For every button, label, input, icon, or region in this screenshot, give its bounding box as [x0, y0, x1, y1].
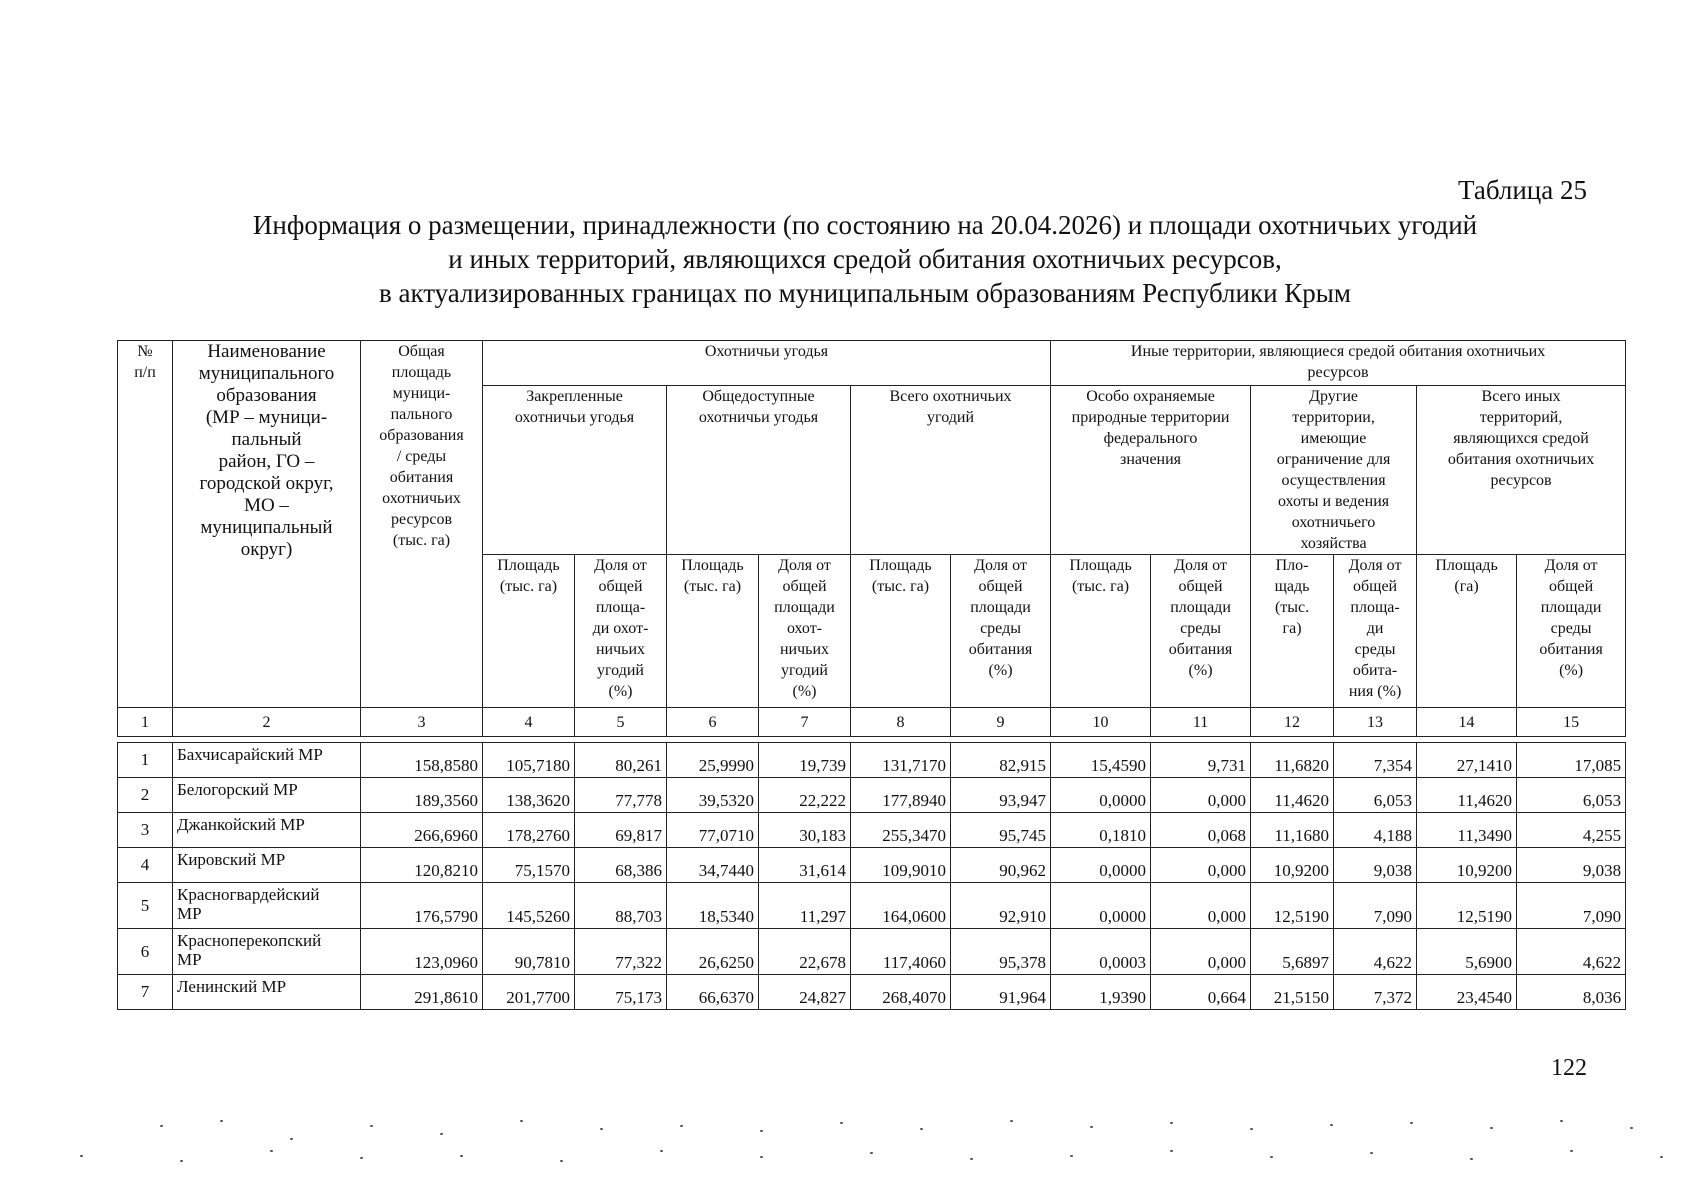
value-cell: 145,5260	[483, 883, 575, 929]
header-col-8: Площадь (тыс. га)	[851, 555, 951, 708]
column-number-cell: 3	[361, 708, 483, 737]
table-row	[118, 848, 1626, 883]
value-cell: 109,9010	[851, 848, 951, 883]
document-title	[0, 208, 1697, 310]
scan-speck	[1070, 1155, 1073, 1157]
scan-speck	[270, 1150, 273, 1152]
value-cell: 23,4540	[1417, 975, 1517, 1010]
header-col-9: Доля от общей площади среды обитания (%)	[951, 555, 1051, 708]
scan-speck	[80, 1155, 83, 1157]
value-cell: 68,386	[575, 848, 667, 883]
value-cell: 11,1680	[1251, 813, 1334, 848]
value-cell: 255,3470	[851, 813, 951, 848]
table-row	[118, 778, 1626, 813]
scan-speck	[1170, 1122, 1173, 1124]
value-cell: 82,915	[951, 743, 1051, 778]
value-cell: 22,222	[759, 778, 851, 813]
scan-speck	[1330, 1124, 1333, 1126]
table-row	[118, 883, 1626, 929]
value-cell: 11,4620	[1251, 778, 1334, 813]
scan-speck	[920, 1128, 923, 1130]
scan-speck	[1370, 1152, 1373, 1154]
municipality-name: Красноперекопский МР	[173, 929, 361, 975]
value-cell: 176,5790	[361, 883, 483, 929]
column-number-row	[118, 708, 1626, 737]
value-cell: 11,6820	[1251, 743, 1334, 778]
value-cell: 0,0000	[1051, 883, 1151, 929]
scan-speck	[1090, 1126, 1093, 1128]
value-cell: 164,0600	[851, 883, 951, 929]
column-number-cell: 8	[851, 708, 951, 737]
value-cell: 92,910	[951, 883, 1051, 929]
scan-speck	[1470, 1158, 1473, 1160]
value-cell: 93,947	[951, 778, 1051, 813]
scan-speck	[600, 1128, 603, 1130]
value-cell: 19,739	[759, 743, 851, 778]
value-cell: 75,1570	[483, 848, 575, 883]
row-number: 1	[118, 743, 173, 778]
value-cell: 75,173	[575, 975, 667, 1010]
value-cell: 5,6900	[1417, 929, 1517, 975]
value-cell: 95,745	[951, 813, 1051, 848]
value-cell: 11,4620	[1417, 778, 1517, 813]
value-cell: 0,000	[1151, 778, 1251, 813]
value-cell: 0,0000	[1051, 848, 1151, 883]
column-number-cell: 4	[483, 708, 575, 737]
value-cell: 22,678	[759, 929, 851, 975]
header-public: Общедоступные охотничьи угодья	[667, 386, 851, 555]
header-all-other: Всего иных территорий, являющихся средой обитания охотничьих ресурсов	[1417, 386, 1626, 555]
value-cell: 158,8580	[361, 743, 483, 778]
value-cell: 27,1410	[1417, 743, 1517, 778]
value-cell: 21,5150	[1251, 975, 1334, 1010]
value-cell: 0,0003	[1051, 929, 1151, 975]
header-col-14: Площадь (га)	[1417, 555, 1517, 708]
column-number-cell: 9	[951, 708, 1051, 737]
value-cell: 25,9990	[667, 743, 759, 778]
value-cell: 268,4070	[851, 975, 951, 1010]
scan-speck	[160, 1125, 163, 1127]
row-number: 4	[118, 848, 173, 883]
table-row	[118, 929, 1626, 975]
municipality-name: Красногвардейский МР	[173, 883, 361, 929]
scan-speck	[1010, 1120, 1013, 1122]
header-col-15: Доля от общей площади среды обитания (%)	[1517, 555, 1626, 708]
table-row	[118, 813, 1626, 848]
title-line: Информация о размещении, принадлежности (по состоянию на 20.04.2026) и площади охотничьих угодий	[252, 210, 1478, 240]
table-row	[118, 743, 1626, 778]
scan-speck	[370, 1125, 373, 1127]
scan-speck	[290, 1138, 293, 1140]
value-cell: 9,731	[1151, 743, 1251, 778]
value-cell: 8,036	[1517, 975, 1626, 1010]
title-line: в актуализированных границах по муниципальным образованиям Республики Крым	[378, 278, 1352, 308]
value-cell: 15,4590	[1051, 743, 1151, 778]
value-cell: 0,000	[1151, 929, 1251, 975]
scan-speck	[1410, 1122, 1413, 1124]
value-cell: 30,183	[759, 813, 851, 848]
municipality-name: Джанкойский МР	[173, 813, 361, 848]
column-number-cell: 2	[173, 708, 361, 737]
municipality-name: Бахчисарайский МР	[173, 743, 361, 778]
value-cell: 34,7440	[667, 848, 759, 883]
value-cell: 11,297	[759, 883, 851, 929]
value-cell: 7,090	[1517, 883, 1626, 929]
scan-speck	[220, 1120, 223, 1122]
value-cell: 31,614	[759, 848, 851, 883]
header-col-10: Площадь (тыс. га)	[1051, 555, 1151, 708]
scan-speck	[1250, 1128, 1253, 1130]
header-total-area: Общая площадь муници- пального образования / среды обитания охотничьих ресурсов (тыс. га)	[361, 341, 483, 708]
value-cell: 138,3620	[483, 778, 575, 813]
column-number-cell: 13	[1334, 708, 1417, 737]
scan-speck	[1570, 1150, 1573, 1152]
header-col-13: Доля от общей площа- ди среды обита- ния (%)	[1334, 555, 1417, 708]
municipality-name: Ленинский МР	[173, 975, 361, 1010]
value-cell: 39,5320	[667, 778, 759, 813]
row-number: 5	[118, 883, 173, 929]
value-cell: 189,3560	[361, 778, 483, 813]
value-cell: 5,6897	[1251, 929, 1334, 975]
value-cell: 9,038	[1517, 848, 1626, 883]
row-number: 3	[118, 813, 173, 848]
header-assigned: Закрепленные охотничьи угодья	[483, 386, 667, 555]
value-cell: 123,0960	[361, 929, 483, 975]
scan-speck	[520, 1120, 523, 1122]
scan-speck	[1490, 1127, 1493, 1129]
scan-speck	[180, 1160, 183, 1162]
header-other-territories: Иные территории, являющиеся средой обитания охотничьих ресурсов	[1051, 341, 1626, 386]
header-col-11: Доля от общей площади среды обитания (%)	[1151, 555, 1251, 708]
value-cell: 0,000	[1151, 883, 1251, 929]
value-cell: 24,827	[759, 975, 851, 1010]
value-cell: 4,255	[1517, 813, 1626, 848]
value-cell: 4,622	[1517, 929, 1626, 975]
value-cell: 7,372	[1334, 975, 1417, 1010]
page-number: 122	[1551, 1055, 1587, 1081]
column-number-cell: 6	[667, 708, 759, 737]
value-cell: 77,322	[575, 929, 667, 975]
value-cell: 291,8610	[361, 975, 483, 1010]
value-cell: 7,354	[1334, 743, 1417, 778]
value-cell: 80,261	[575, 743, 667, 778]
column-number-cell: 11	[1151, 708, 1251, 737]
scan-speck	[760, 1156, 763, 1158]
value-cell: 77,0710	[667, 813, 759, 848]
value-cell: 117,4060	[851, 929, 951, 975]
municipality-name: Белогорский МР	[173, 778, 361, 813]
column-number-cell: 15	[1517, 708, 1626, 737]
value-cell: 266,6960	[361, 813, 483, 848]
column-number-cell: 1	[118, 708, 173, 737]
scan-speck	[680, 1125, 683, 1127]
value-cell: 12,5190	[1251, 883, 1334, 929]
value-cell: 177,8940	[851, 778, 951, 813]
value-cell: 90,962	[951, 848, 1051, 883]
scan-speck	[970, 1158, 973, 1160]
header-restricted: Другие территории, имеющие ограничение для осуществления охоты и ведения охотничьего хозяйства	[1251, 386, 1417, 555]
header-col-4: Площадь (тыс. га)	[483, 555, 575, 708]
row-number: 7	[118, 975, 173, 1010]
scan-speck	[560, 1160, 563, 1162]
row-number: 2	[118, 778, 173, 813]
column-number-cell: 10	[1051, 708, 1151, 737]
scan-speck	[870, 1152, 873, 1154]
value-cell: 7,090	[1334, 883, 1417, 929]
value-cell: 0,664	[1151, 975, 1251, 1010]
value-cell: 131,7170	[851, 743, 951, 778]
value-cell: 77,778	[575, 778, 667, 813]
row-number: 6	[118, 929, 173, 975]
value-cell: 0,068	[1151, 813, 1251, 848]
title-line: и иных территорий, являющихся средой обитания охотничьих ресурсов,	[448, 244, 1282, 274]
scan-speck	[1630, 1127, 1633, 1129]
value-cell: 90,7810	[483, 929, 575, 975]
value-cell: 0,0000	[1051, 778, 1151, 813]
header-hunting-grounds: Охотничьи угодья	[483, 341, 1051, 386]
value-cell: 18,5340	[667, 883, 759, 929]
column-number-cell: 5	[575, 708, 667, 737]
table-body	[118, 743, 1626, 1010]
value-cell: 6,053	[1334, 778, 1417, 813]
value-cell: 95,378	[951, 929, 1051, 975]
scan-speck	[440, 1133, 443, 1135]
column-number-cell: 14	[1417, 708, 1517, 737]
value-cell: 88,703	[575, 883, 667, 929]
header-name: Наименование муниципального образования (МР – муници- пальный район, ГО – городской округ, МО – муниципальный округ)	[173, 341, 361, 708]
header-col-12: Пло- щадь (тыс. га)	[1251, 555, 1334, 708]
scan-speck	[1660, 1156, 1663, 1158]
value-cell: 10,9200	[1251, 848, 1334, 883]
municipality-name: Кировский МР	[173, 848, 361, 883]
scan-speck	[1560, 1120, 1563, 1122]
scan-speck	[1270, 1156, 1273, 1158]
value-cell: 69,817	[575, 813, 667, 848]
value-cell: 105,7180	[483, 743, 575, 778]
value-cell: 66,6370	[667, 975, 759, 1010]
scan-speck	[460, 1155, 463, 1157]
header-all-hunting: Всего охотничьих угодий	[851, 386, 1051, 555]
table-row	[118, 975, 1626, 1010]
value-cell: 4,622	[1334, 929, 1417, 975]
header-col-7: Доля от общей площади охот- ничьих угодий (%)	[759, 555, 851, 708]
value-cell: 1,9390	[1051, 975, 1151, 1010]
header-protected: Особо охраняемые природные территории федерального значения	[1051, 386, 1251, 555]
value-cell: 10,9200	[1417, 848, 1517, 883]
value-cell: 4,188	[1334, 813, 1417, 848]
header-num: № п/п	[118, 341, 173, 708]
header-col-5: Доля от общей площа- ди охот- ничьих угодий (%)	[575, 555, 667, 708]
scan-speck	[360, 1157, 363, 1159]
column-number-cell: 12	[1251, 708, 1334, 737]
value-cell: 91,964	[951, 975, 1051, 1010]
scan-speck	[840, 1122, 843, 1124]
header-col-6: Площадь (тыс. га)	[667, 555, 759, 708]
value-cell: 17,085	[1517, 743, 1626, 778]
value-cell: 120,8210	[361, 848, 483, 883]
scan-speck	[660, 1150, 663, 1152]
scan-speck	[760, 1130, 763, 1132]
value-cell: 201,7700	[483, 975, 575, 1010]
value-cell: 6,053	[1517, 778, 1626, 813]
value-cell: 9,038	[1334, 848, 1417, 883]
hunting-grounds-table	[117, 340, 1626, 1010]
value-cell: 0,1810	[1051, 813, 1151, 848]
value-cell: 178,2760	[483, 813, 575, 848]
scan-speck	[1170, 1150, 1173, 1152]
table-label: Таблица 25	[1458, 175, 1587, 205]
value-cell: 26,6250	[667, 929, 759, 975]
value-cell: 0,000	[1151, 848, 1251, 883]
value-cell: 12,5190	[1417, 883, 1517, 929]
value-cell: 11,3490	[1417, 813, 1517, 848]
column-number-cell: 7	[759, 708, 851, 737]
